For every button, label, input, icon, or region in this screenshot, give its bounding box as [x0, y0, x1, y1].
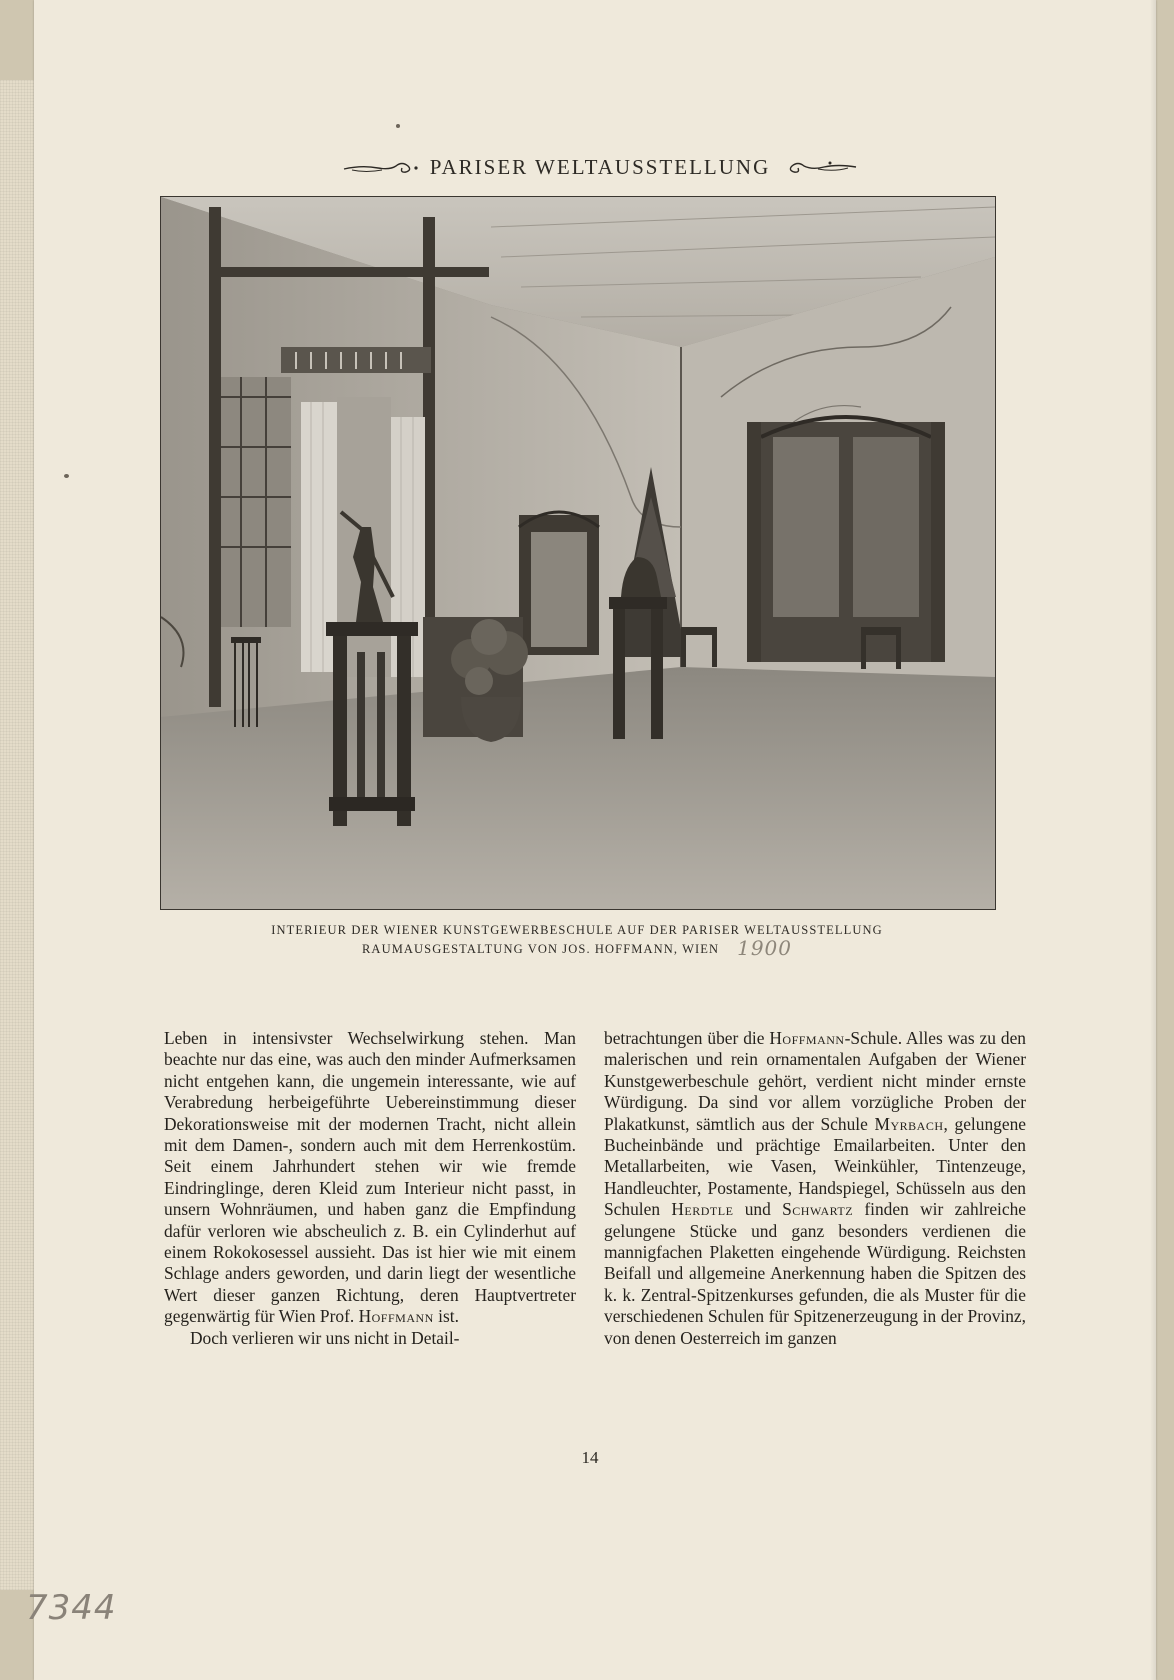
paragraph-text: -Schule. Alles was zu den malerischen und rein ornamentalen Aufgaben der Wiener Kunstgewerbeschule gehört, verdient nicht minder ernste Würdigung. Da sind vor allem vorzügliche Proben der Plakatkunst, sämtlich aus der Schule — [604, 1028, 1026, 1134]
paragraph-text: Leben in intensivster Wechselwirkung stehen. Man beachte nur das eine, was auch den minder Aufmerksamen nicht entgehen kann, die ungemein interessante, wie auf Verabredung herbeigeführte Uebereinstimmung dieser Dekorationsweise mit der modernen Tracht, nicht allein mit dem Damen-, sondern auch mit dem Herrenkostüm. Seit einem Jahrhundert stehen wir wie fremde Eindringlinge, deren Kleid zum Interieur nicht passt, in unsern Wohnräumen, und haben ganz die Empfindung dafür verloren wie abscheulich z. B. ein Cylinderhut auf einem Rokokosessel aussieht. Das ist hier wie mit einem Schlage anders geworden, und darin liegt der wesentliche Wert dieser ganzen Richtung, deren Hauptvertreter gegenwärtig für Wien Prof. — [164, 1028, 576, 1327]
page-speck — [64, 474, 69, 478]
running-header — [320, 150, 880, 184]
paragraph-text: betrachtungen über die — [604, 1028, 770, 1048]
exhibition-photograph — [160, 196, 996, 910]
person-name: Hoffmann — [358, 1306, 434, 1327]
running-header-title: PARISER WELTAUSSTELLUNG — [429, 154, 771, 179]
paragraph-text: ist. — [433, 1306, 459, 1327]
handwritten-year: 1900 — [737, 936, 792, 960]
person-name: Schwartz — [782, 1199, 854, 1220]
paragraph — [604, 1028, 1026, 1349]
paragraph-text: und — [733, 1199, 783, 1220]
text-column-left — [164, 1028, 576, 1349]
person-name: Herdtle — [671, 1199, 734, 1220]
photograph-exhibition-interior-icon — [161, 197, 995, 909]
person-name: Hoffmann — [769, 1028, 845, 1048]
text-column-right — [604, 1028, 1026, 1349]
caption-line-2-text: RAUMAUSGESTALTUNG VON JOS. HOFFMANN, WIEN — [362, 942, 720, 956]
page-number: 14 — [581, 1448, 599, 1467]
paragraph-text: , gelungene Bucheinbände und prächtige Emailarbeiten. Unter den Metallarbeiten, wie Vasen, Weinkühler, Tintenzeuge, Handleuchter, Postamente, Handspiegel, Schüsseln aus den Schulen — [604, 1113, 1026, 1220]
paragraph-text: finden wir zahlreiche gelungene Stücke und ganz besonders verdienen die mannigfachen Plaketten eingehende Würdigung. Reichsten Beifall und allgemeine Anerkennung haben die Spitzen des k. k. Zentral-Spitzenkurses gefunden, die als Muster für die verschiedenen Schulen für Spitzenerzeugung in der Provinz, von denen Oesterreich im ganzen — [604, 1199, 1027, 1348]
inventory-number: 7344 — [26, 1588, 117, 1628]
figure-caption — [160, 922, 994, 960]
paragraph — [164, 1028, 576, 1328]
page-speck — [396, 124, 400, 128]
caption-line-2 — [160, 936, 994, 960]
scroll-ornament-right-icon — [780, 157, 858, 177]
paragraph: Doch verlieren wir uns nicht in Detail- — [190, 1327, 460, 1348]
caption-line-1: INTERIEUR DER WIENER KUNSTGEWERBESCHULE AUF DER PARISER WELTAUSSTELLUNG — [271, 923, 883, 937]
person-name: Myrbach — [874, 1113, 944, 1134]
scroll-ornament-left-icon — [342, 157, 420, 177]
